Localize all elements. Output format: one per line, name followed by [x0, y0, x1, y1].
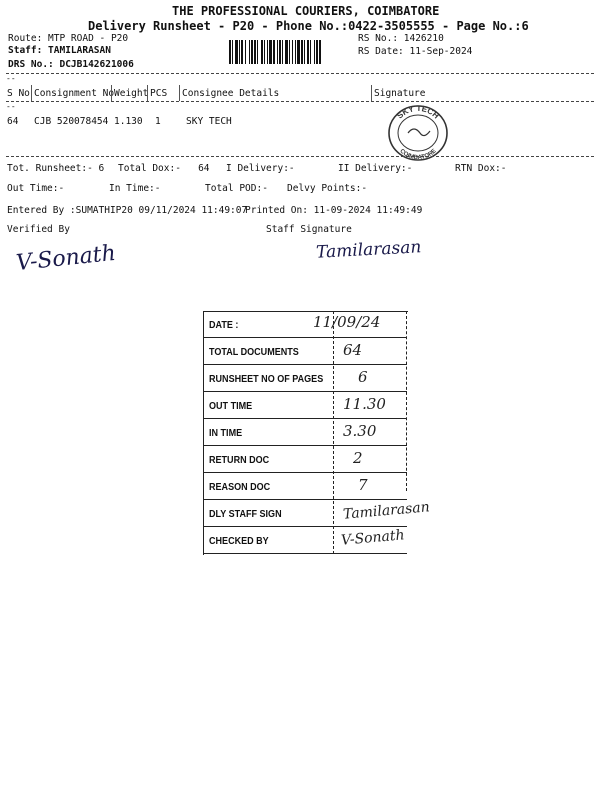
stamp-row [203, 392, 407, 419]
stamp-row [203, 338, 407, 365]
col-sno: S No [7, 88, 30, 99]
total-pod: Total POD:- [205, 183, 268, 194]
stamp-row [203, 446, 407, 473]
cell-consignee: SKY TECH [186, 116, 232, 127]
divider [6, 101, 594, 102]
verified-by-label: Verified By [7, 224, 70, 235]
cell-weight: 1.130 [114, 116, 143, 127]
stamp-row [203, 365, 407, 392]
svg-text:SKY TECH [395, 104, 441, 121]
stamp-row-label: RUNSHEET NO OF PAGES [209, 373, 324, 385]
stamp-row-value: 7 [358, 476, 368, 494]
stamp-row [203, 419, 407, 446]
stamp-row-value: 3.30 [343, 422, 377, 440]
barcode [228, 40, 354, 64]
verified-signature: V-Sonath [14, 240, 117, 277]
ii-delivery: II Delivery:- [338, 163, 413, 174]
entered-by: Entered By :SUMATHIP20 09/11/2024 11:49:07 [7, 205, 248, 216]
col-consignment: Consignment No [34, 88, 115, 99]
stamp-row-value: V-Sonath [340, 527, 406, 549]
stamp-row [203, 473, 407, 500]
printed-on: Printed On: 11-09-2024 11:49:49 [245, 205, 423, 216]
total-dox: Total Dox:- 64 [118, 163, 210, 174]
in-time: In Time:- [109, 183, 161, 194]
drs-number: DRS No.: DCJB142621006 [8, 59, 134, 70]
col-consignee: Consignee Details [182, 88, 280, 99]
cell-consignment: CJB 520078454 [34, 116, 109, 127]
divider [6, 73, 594, 74]
cell-pcs: 1 [155, 116, 161, 127]
stamp-row-value: 64 [343, 341, 363, 359]
stamp-row-value: 6 [358, 368, 368, 386]
i-delivery: I Delivery:- [226, 163, 295, 174]
company-stamp [386, 103, 450, 163]
stamp-row-label: OUT TIME [209, 400, 253, 412]
rtn-dox: RTN Dox:- [455, 163, 507, 174]
stamp-row-label: RETURN DOC [209, 454, 270, 466]
stamp-row-value: 11/09/24 [313, 313, 381, 331]
stamp-row [203, 499, 431, 527]
route: Route: MTP ROAD - P20 [8, 33, 129, 44]
stamp-row-label: DATE : [209, 319, 239, 331]
stamp-row-label: CHECKED BY [209, 535, 269, 547]
stamp-row-label: REASON DOC [209, 481, 271, 493]
divider [6, 156, 594, 157]
delvy-points: Delvy Points:- [287, 183, 368, 194]
staff: Staff: TAMILARASAN [8, 45, 111, 56]
stamp-row-label: IN TIME [209, 427, 243, 439]
svg-text:COIMBATORE [398, 148, 437, 161]
out-time: Out Time:- [7, 183, 65, 194]
stamp-row-value: 2 [353, 449, 363, 467]
col-signature: Signature [374, 88, 426, 99]
stamp-row-label: DLY STAFF SIGN [209, 508, 282, 520]
stamp-row-label: TOTAL DOCUMENTS [209, 346, 299, 358]
stamp-top-text: SKY TECH [395, 103, 441, 121]
rs-number: RS No.: 1426210 [358, 33, 444, 44]
delivery-stamp-box [203, 311, 431, 554]
stamp-bottom-text: COIMBATORE [398, 148, 438, 162]
stamp-row-value: 11.30 [343, 395, 386, 413]
tot-runsheet: Tot. Runsheet:- 6 [7, 163, 105, 174]
stamp-row [203, 527, 407, 554]
staff-signature-label: Staff Signature [266, 224, 352, 235]
col-pcs: PCS [150, 88, 168, 99]
stamp-row-value: Tamilarasan [342, 499, 431, 523]
col-weight: Weight [114, 88, 149, 99]
staff-signature: Tamilarasan [315, 237, 422, 263]
cell-sno: 64 [7, 116, 19, 127]
company-title: THE PROFESSIONAL COURIERS, COIMBATORE [172, 4, 440, 18]
runsheet-title: Delivery Runsheet - P20 - Phone No.:0422-3505555 - Page No.:6 [88, 19, 529, 33]
rs-date: RS Date: 11-Sep-2024 [358, 46, 473, 57]
stamp-row [203, 311, 407, 338]
